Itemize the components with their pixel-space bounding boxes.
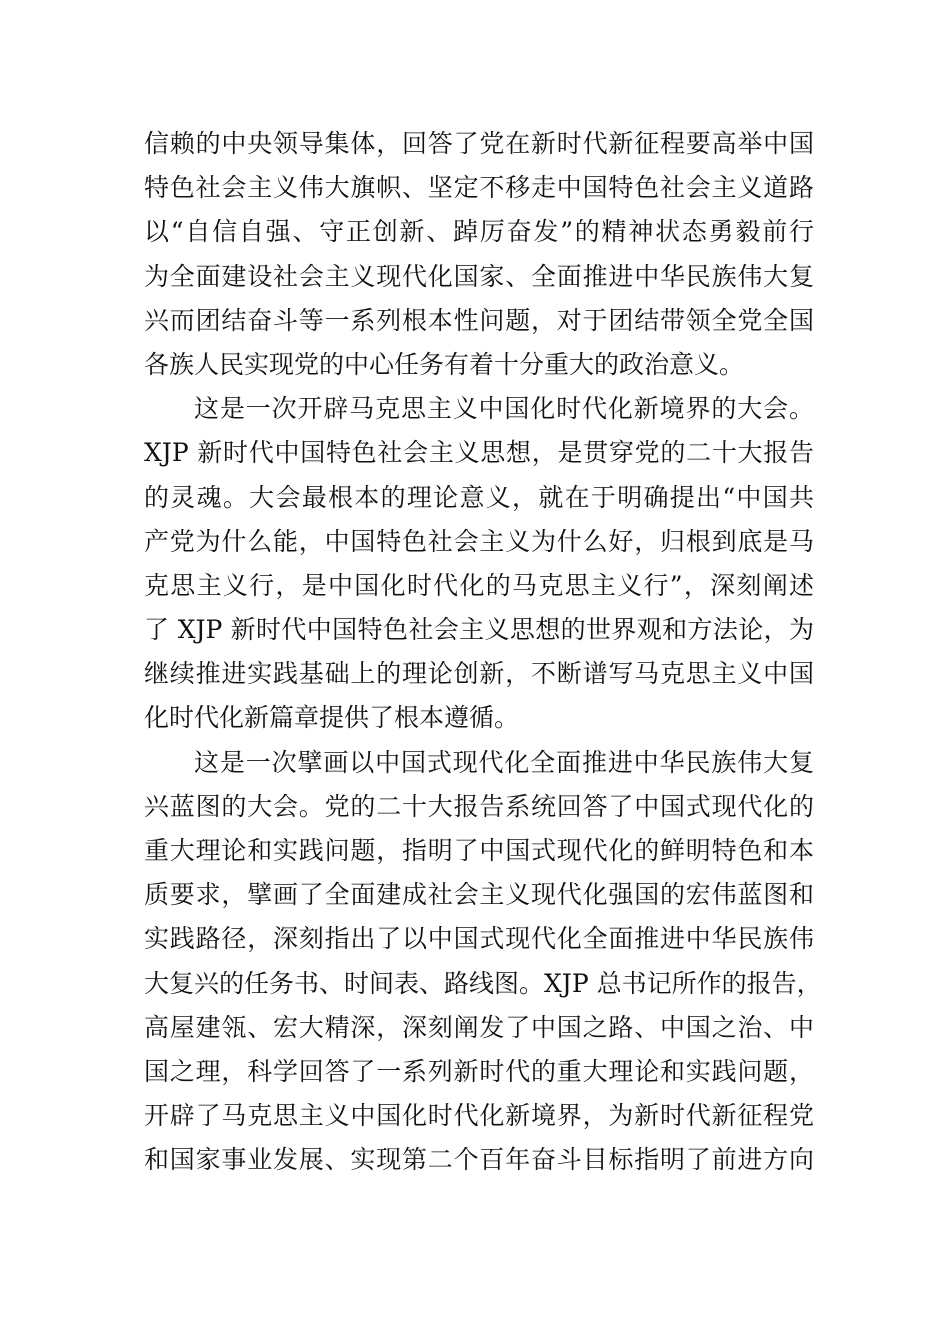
text-line: XJP 新时代中国特色社会主义思想，是贯穿党的二十大报告 xyxy=(144,438,814,468)
text-line: 开辟了马克思主义中国化时代化新境界，为新时代新征程党 xyxy=(144,1101,814,1131)
text-line: 以“自信自强、守正创新、踔厉奋发”的精神状态勇毅前行 xyxy=(144,217,814,247)
paragraph-2 xyxy=(144,387,814,741)
text-line: 这是一次开辟马克思主义中国化时代化新境界的大会。 xyxy=(194,394,814,424)
text-line: 了 XJP 新时代中国特色社会主义思想的世界观和方法论，为 xyxy=(144,615,814,645)
text-line: 为全面建设社会主义现代化国家、全面推进中华民族伟大复 xyxy=(144,261,814,291)
text-line: 兴蓝图的大会。党的二十大报告系统回答了中国式现代化的 xyxy=(144,791,814,821)
text-line: 质要求，擘画了全面建成社会主义现代化强国的宏伟蓝图和 xyxy=(144,880,814,910)
text-line: 兴而团结奋斗等一系列根本性问题，对于团结带领全党全国 xyxy=(144,305,814,335)
text-line: 信赖的中央领导集体，回答了党在新时代新征程要高举中国 xyxy=(144,129,814,158)
text-line: 各族人民实现党的中心任务有着十分重大的政治意义。 xyxy=(144,349,745,379)
text-line: 这是一次擘画以中国式现代化全面推进中华民族伟大复 xyxy=(194,747,814,777)
text-line: 实践路径，深刻指出了以中国式现代化全面推进中华民族伟 xyxy=(144,924,814,954)
text-line: 产党为什么能，中国特色社会主义为什么好，归根到底是马 xyxy=(144,526,814,556)
paragraph-1 xyxy=(144,122,814,387)
text-line: 大复兴的任务书、时间表、路线图。XJP 总书记所作的报告， xyxy=(144,968,822,998)
text-line: 和国家事业发展、实现第二个百年奋斗目标指明了前进方向 xyxy=(144,1145,814,1175)
text-line: 国之理，科学回答了一系列新时代的重大理论和实践问题， xyxy=(144,1056,814,1086)
paragraph-3 xyxy=(144,741,822,1183)
text-line: 化时代化新篇章提供了根本遵循。 xyxy=(144,703,520,733)
text-line: 克思主义行，是中国化时代化的马克思主义行”，深刻阐述 xyxy=(144,570,814,600)
document-body xyxy=(144,122,822,1183)
text-line: 高屋建瓴、宏大精深，深刻阐发了中国之路、中国之治、中 xyxy=(144,1012,814,1042)
text-line: 重大理论和实践问题，指明了中国式现代化的鲜明特色和本 xyxy=(144,836,814,865)
text-line: 的灵魂。大会最根本的理论意义，就在于明确提出“中国共 xyxy=(144,482,814,512)
text-line: 特色社会主义伟大旗帜、坚定不移走中国特色社会主义道路 xyxy=(144,173,814,203)
text-line: 继续推进实践基础上的理论创新，不断谱写马克思主义中国 xyxy=(144,659,814,689)
